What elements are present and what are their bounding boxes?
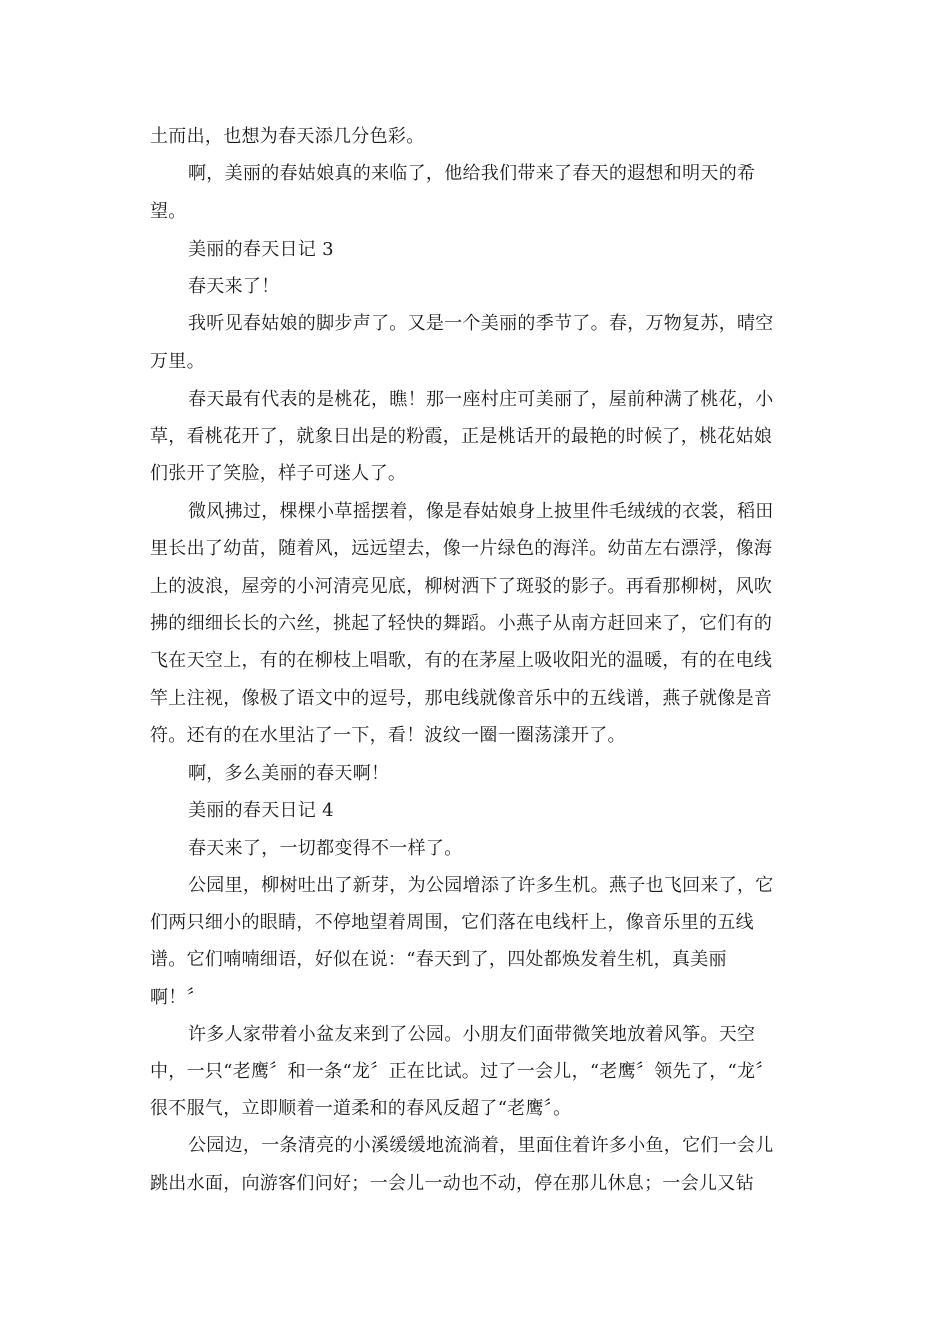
text-line: 们两只细小的眼睛，不停地望着周围，它们落在电线杆上，像音乐里的五线 [150, 912, 754, 933]
text-line: 符。还有的在水里沾了一下，看！波纹一圈一圈荡漾开了。 [150, 725, 626, 746]
text-line: 我听见春姑娘的脚步声了。又是一个美丽的季节了。春，万物复苏，晴空 [188, 313, 774, 334]
text-line: 中，一只“老鹰〞和一条“龙〞正在比试。过了一会儿，“老鹰〞领先了，“龙〞 [150, 1061, 774, 1082]
text-line: 万里。 [150, 351, 205, 372]
section-heading: 美丽的春天日记 3 [188, 239, 334, 260]
text-line: 土而出，也想为春天添几分色彩。 [150, 126, 425, 147]
text-line: 里长出了幼苗，随着风，远远望去，像一片绿色的海洋。幼苗左右漂浮，像海 [150, 538, 773, 559]
text-line: 春天来了，一切都变得不一样了。 [188, 838, 463, 859]
text-line: 春天来了！ [188, 276, 280, 297]
text-line: 公园边，一条清亮的小溪缓缓地流淌着，里面住着许多小鱼，它们一会儿 [188, 1135, 774, 1156]
text-line: 啊！〞 [150, 987, 205, 1008]
text-line: 竿上注视，像极了语文中的逗号，那电线就像音乐中的五线谱，燕子就像是音 [150, 688, 773, 709]
section-heading: 美丽的春天日记 4 [188, 800, 334, 821]
text-line: 微风拂过，棵棵小草摇摆着，像是春姑娘身上披里件毛绒绒的衣裳，稻田 [188, 501, 774, 522]
text-line: 草，看桃花开了，就象日出是的粉霞，正是桃话开的最艳的时候了，桃花姑娘 [150, 426, 773, 447]
text-line: 很不服气，立即顺着一道柔和的春风反超了“老鹰〞。 [150, 1098, 572, 1119]
text-line: 跳出水面，向游客们问好；一会儿一动也不动，停在那儿休息；一会儿又钻 [150, 1173, 754, 1194]
text-line: 啊，多么美丽的春天啊！ [188, 763, 390, 784]
text-line: 公园里，柳树吐出了新芽，为公园增添了许多生机。燕子也飞回来了，它 [188, 875, 774, 896]
text-line: 春天最有代表的是桃花，瞧！那一座村庄可美丽了，屋前种满了桃花，小 [188, 389, 774, 410]
text-line: 啊，美丽的春姑娘真的来临了，他给我们带来了春天的遐想和明天的希 [188, 163, 756, 184]
text-line: 飞在天空上，有的在柳枝上唱歌，有的在茅屋上吸收阳光的温暖，有的在电线 [150, 650, 773, 671]
text-line: 望。 [150, 201, 187, 222]
text-line: 们张开了笑脸，样子可迷人了。 [150, 463, 407, 484]
text-line: 许多人家带着小盆友来到了公园。小朋友们面带微笑地放着风筝。天空 [188, 1024, 756, 1045]
text-line: 拂的细细长长的六丝，挑起了轻快的舞蹈。小燕子从南方赶回来了，它们有的 [150, 613, 773, 634]
text-line: 谱。它们喃喃细语，好似在说：“春天到了，四处都焕发着生机，真美丽 [150, 949, 727, 970]
text-line: 上的波浪，屋旁的小河清亮见底，柳树洒下了斑驳的影子。再看那柳树，风吹 [150, 576, 773, 597]
